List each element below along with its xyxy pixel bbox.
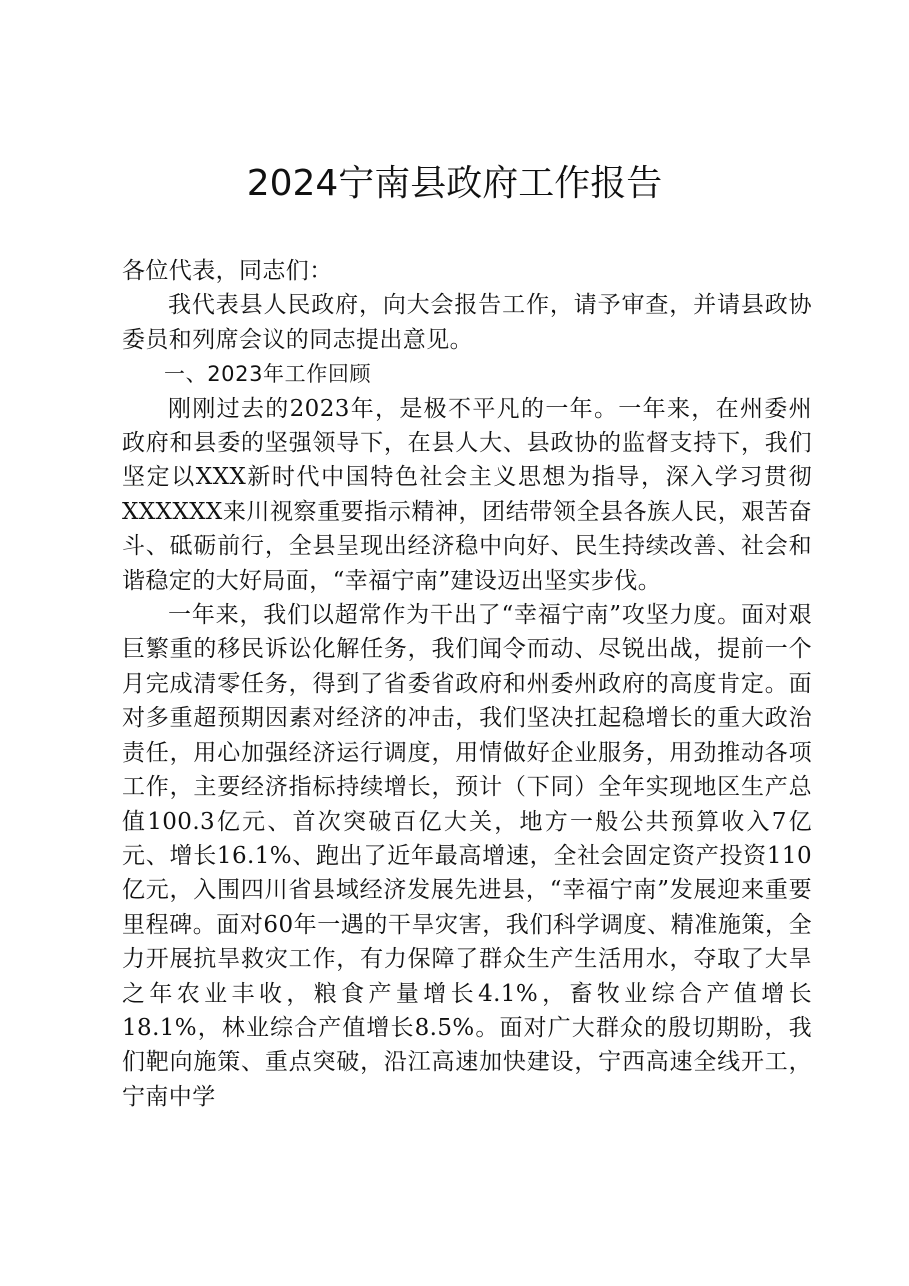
document-title: 2024宁南县政府工作报告 bbox=[246, 163, 663, 204]
body-paragraph: 刚刚过去的2023年，是极不平凡的一年。一年来，在州委州政府和县委的坚强领导下，在县人大、县政协的监督支持下，我们坚定以XXX新时代中国特色社会主义思想为指导，深入学习贯彻XXXXXX来川视察重要指示精神，团结带领全县各族人民，艰苦奋斗、砥砺前行，全县呈现出经济稳中向好、民生持续改善、社会和谐稳定的大好局面，“幸福宁南”建设迈出坚实步伐。 bbox=[122, 395, 812, 594]
section-heading: 一、2023年工作回顾 bbox=[164, 362, 372, 387]
document-body bbox=[122, 254, 812, 1114]
intro-paragraph: 我代表县人民政府，向大会报告工作，请予审查，并请县政协委员和列席会议的同志提出意见。 bbox=[122, 292, 812, 353]
body-paragraph: 一年来，我们以超常作为干出了“幸福宁南”攻坚力度。面对艰巨繁重的移民诉讼化解任务，我们闻令而动、尽锐出战，提前一个月完成清零任务，得到了省委省政府和州委州政府的高度肯定。面对多重超预期因素对经济的冲击，我们坚决扛起稳增长的重大政治责任，用心加强经济运行调度，用情做好企业服务，用劲推动各项工作，主要经济指标持续增长，预计（下同）全年实现地区生产总值100.3亿元、首次突破百亿大关，地方一般公共预算收入7亿元、增长16.1%、跑出了近年最高增速，全社会固定资产投资110亿元，入围四川省县域经济发展先进县，“幸福宁南”发展迎来重要里程碑。面对60年一遇的干旱灾害，我们科学调度、精准施策，全力开展抗旱救灾工作，有力保障了群众生产生活用水，夺取了大旱之年农业丰收，粮食产量增长4.1%，畜牧业综合产值增长18.1%，林业综合产值增长8.5%。面对广大群众的殷切期盼，我们靶向施策、重点突破，沿江高速加快建设，宁西高速全线开工，宁南中学 bbox=[122, 602, 812, 1110]
salutation: 各位代表，同志们： bbox=[122, 258, 333, 284]
